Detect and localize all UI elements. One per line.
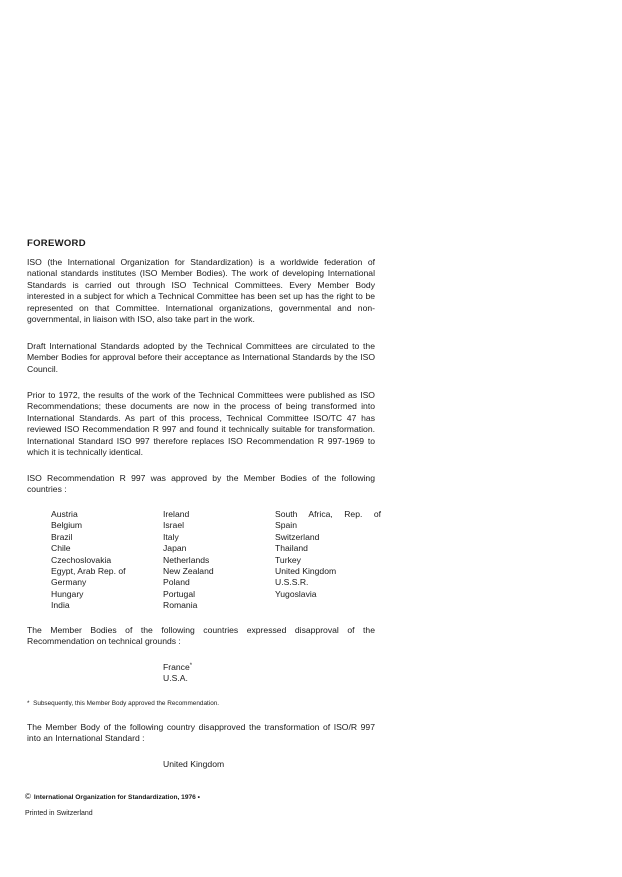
copyright-text: International Organization for Standardization, 1976 • bbox=[33, 794, 200, 801]
country-item: U.S.S.R. bbox=[275, 577, 309, 588]
footnote-marker: * bbox=[27, 700, 30, 707]
paragraph-approval: ISO Recommendation R 997 was approved by the Member Bodies of the following countries : bbox=[27, 473, 375, 495]
country-item: Brazil bbox=[51, 531, 73, 542]
country-item: Japan bbox=[163, 543, 187, 554]
country-item: Czechoslovakia bbox=[51, 554, 112, 565]
country-item: South Africa, Rep. of bbox=[275, 509, 381, 519]
country-item: Yugoslavia bbox=[275, 588, 317, 599]
country-item: Chile bbox=[51, 543, 71, 554]
country-item: Italy bbox=[163, 531, 179, 542]
countries-column-1 bbox=[51, 509, 126, 612]
country-item: United Kingdom bbox=[275, 566, 337, 577]
footnote-text: Subsequently, this Member Body approved the Recommendation. bbox=[33, 700, 220, 707]
country-item bbox=[163, 662, 192, 673]
printed-in-notice: Printed in Switzerland bbox=[25, 810, 93, 817]
copyright-notice bbox=[25, 792, 200, 801]
paragraph-draft-standards: Draft International Standards adopted by the Technical Committees are circulated to the Member Bodies for approval before their acceptance as International Standards by the ISO Council. bbox=[27, 341, 375, 374]
page-title: FOREWORD bbox=[27, 238, 86, 249]
paragraph-transformation: Prior to 1972, the results of the work of the Technical Committees were published as ISO Recommendations; these documents are now in the process of being transformed into International Standards. As part of this process, Technical Committee ISO/TC 47 has reviewed ISO Recommendation R 997 and found it technically suitable for transformation. International Standard ISO 997 therefore replaces ISO Recommendation R 997-1969 to which it is technically identical. bbox=[27, 390, 375, 458]
countries-column-3 bbox=[275, 509, 381, 600]
country-item: Spain bbox=[275, 520, 297, 531]
country-item: Thailand bbox=[275, 543, 308, 554]
country-item: Austria bbox=[51, 509, 78, 519]
footnote-marker: * bbox=[189, 663, 193, 669]
copyright-icon: © bbox=[25, 792, 31, 801]
paragraph-iso-intro: ISO (the International Organization for Standardization) is a worldwide federation of national standards institutes (ISO Member Bodies). The work of developing International Standards is carried out through ISO Technical Committees. Every Member Body interested in a subject for which a Technical Committee has been set up has the right to be represented on that Committee. International organizations, governmental and non-governmental, in liaison with ISO, also take part in the work. bbox=[27, 257, 375, 325]
country-item: Ireland bbox=[163, 509, 190, 519]
transformation-disapproving-country: United Kingdom bbox=[163, 759, 225, 769]
country-item: Hungary bbox=[51, 588, 84, 599]
country-item: Egypt, Arab Rep. of bbox=[51, 566, 126, 577]
country-item: Switzerland bbox=[275, 531, 320, 542]
country-item: Belgium bbox=[51, 520, 83, 531]
country-item: U.S.A. bbox=[163, 673, 188, 684]
country-item: Germany bbox=[51, 577, 87, 588]
country-item: Romania bbox=[163, 600, 198, 611]
paragraph-transformation-disapproval: The Member Body of the following country disapproved the transformation of ISO/R 997 into an International Standard : bbox=[27, 722, 375, 744]
country-item: Israel bbox=[163, 520, 185, 531]
country-item: Netherlands bbox=[163, 554, 210, 565]
footnote bbox=[27, 700, 219, 708]
country-item: India bbox=[51, 600, 70, 611]
country-item: Portugal bbox=[163, 588, 196, 599]
country-item: Poland bbox=[163, 577, 190, 588]
disapproving-countries-list bbox=[163, 662, 192, 685]
countries-column-2 bbox=[163, 509, 214, 612]
country-item: Turkey bbox=[275, 554, 301, 565]
paragraph-disapproval: The Member Bodies of the following countries expressed disapproval of the Recommendation on technical grounds : bbox=[27, 625, 375, 647]
country-item: New Zealand bbox=[163, 566, 214, 577]
country-name: France bbox=[163, 662, 190, 672]
